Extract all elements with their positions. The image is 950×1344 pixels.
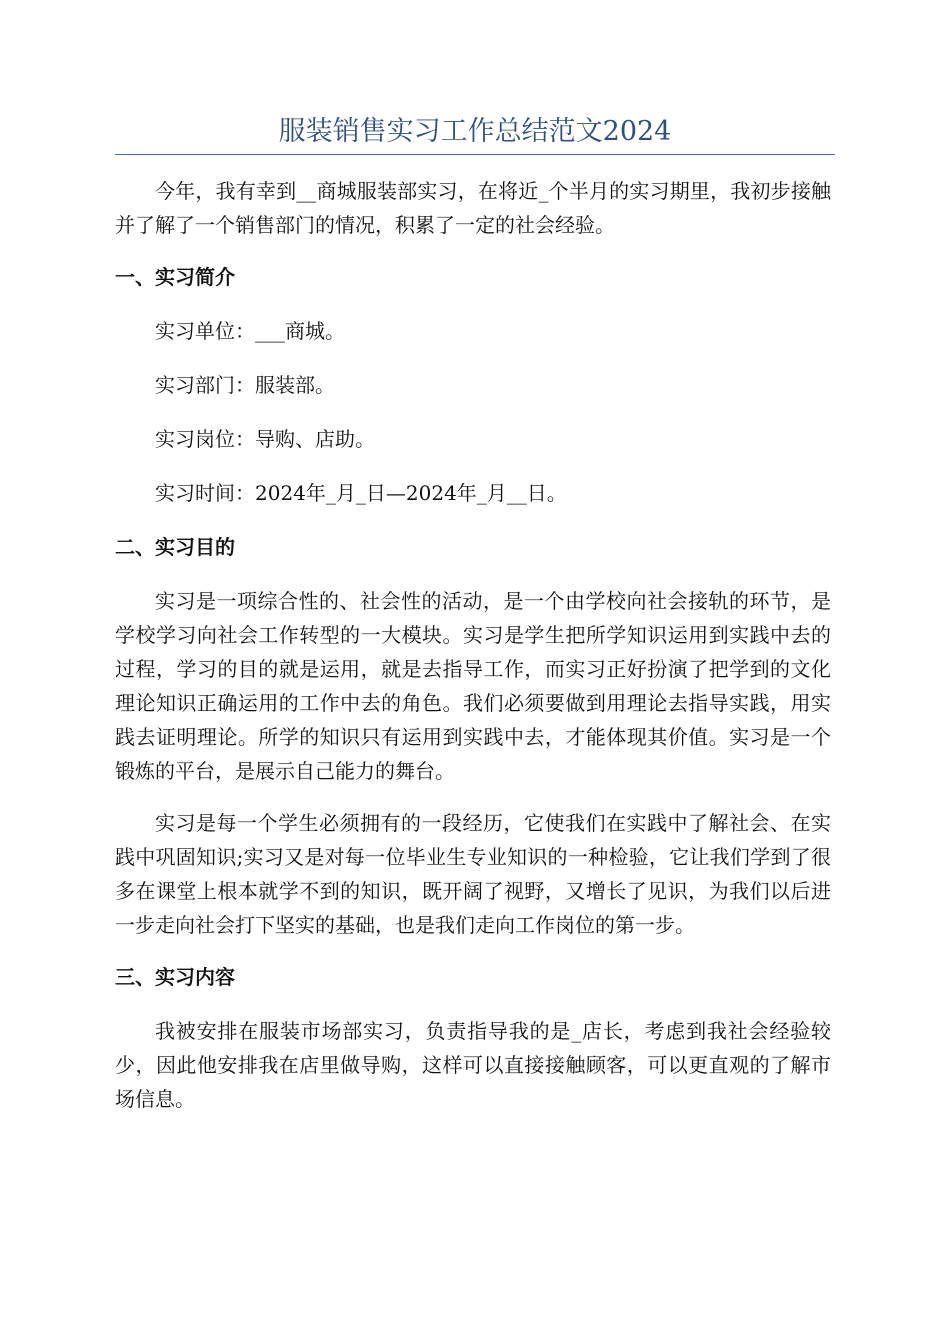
document-title: 服装销售实习工作总结范文2024 (278, 116, 672, 147)
section-heading-purpose: 二、实习目的 (115, 535, 235, 559)
purpose-paragraph-1: 实习是一项综合性的、社会性的活动，是一个由学校向社会接轨的环节，是学校学习向社会工作转型的一大模块。实习是学生把所学知识运用到实践中去的过程，学习的目的就是运用，就是去指导工作，而实习正好扮演了把学到的文化理论知识正确运用的工作中去的角色。我们必须要做到用理论去指导实践，用实践去证明理论。所学的知识只有运用到实践中去，才能体现其价值。实习是一个锻炼的平台，是展示自己能力的舞台。 (115, 589, 831, 783)
info-item-unit: 实习单位：___商城。 (155, 319, 345, 343)
info-item-period: 实习时间：2024年_月_日—2024年_月__日。 (155, 481, 567, 505)
info-item-position: 实习岗位：导购、店助。 (155, 427, 375, 451)
title-underline (115, 154, 835, 155)
purpose-paragraph-2: 实习是每一个学生必须拥有的一段经历，它使我们在实践中了解社会、在实践中巩固知识;实习又是对每一位毕业生专业知识的一种检验，它让我们学到了很多在课堂上根本就学不到的知识，既开阔了视野，又增长了见识，为我们以后进一步走向社会打下坚实的基础，也是我们走向工作岗位的第一步。 (115, 811, 831, 937)
section-heading-content: 三、实习内容 (115, 965, 235, 989)
info-item-department: 实习部门：服装部。 (155, 373, 335, 397)
content-paragraph-1: 我被安排在服装市场部实习，负责指导我的是_店长，考虑到我社会经验较少，因此他安排我在店里做导购，这样可以直接接触顾客，可以更直观的了解市场信息。 (115, 1019, 831, 1111)
section-heading-intro: 一、实习简介 (115, 265, 235, 289)
document-body (115, 174, 831, 1134)
intro-paragraph: 今年，我有幸到__商城服装部实习，在将近_个半月的实习期里，我初步接触并了解了一个销售部门的情况，积累了一定的社会经验。 (115, 179, 831, 237)
